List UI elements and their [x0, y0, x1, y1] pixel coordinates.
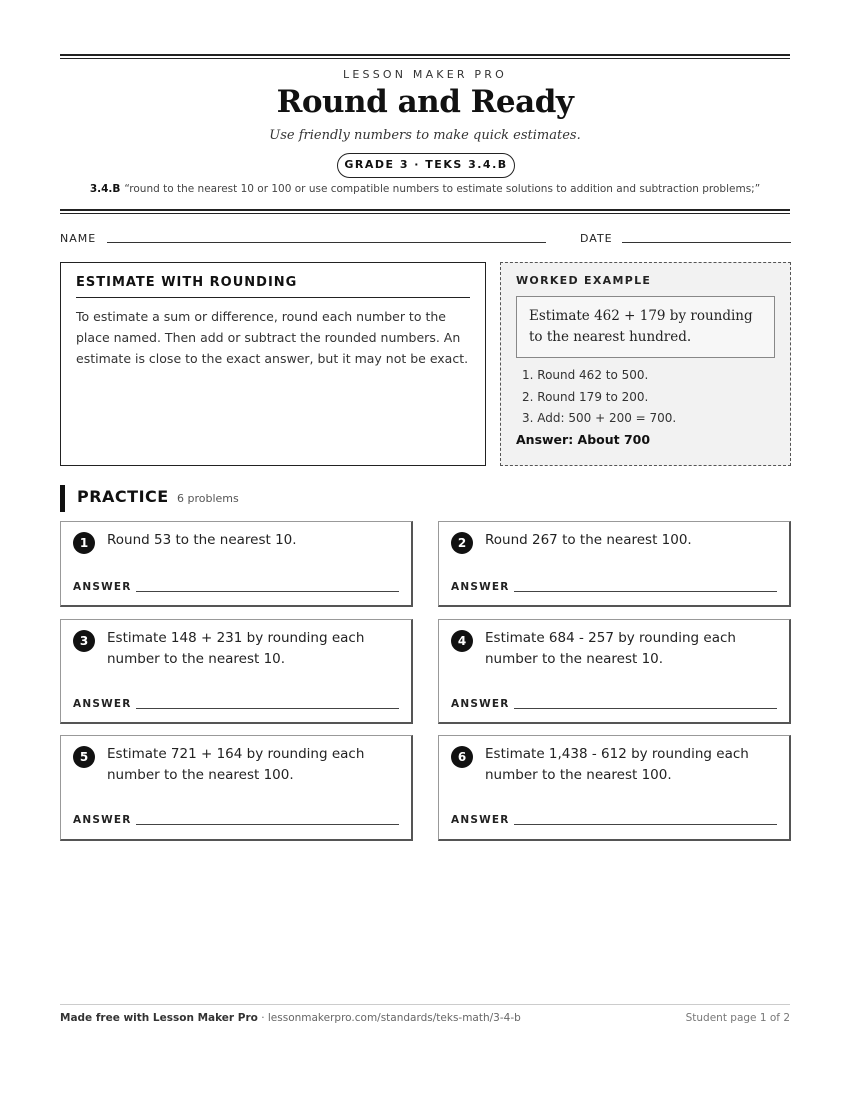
- problem-number: 6: [451, 746, 473, 768]
- concept-body: To estimate a sum or difference, round each number to the place named. Then add or subtract the rounded numbers. An estimate is close to the exact answer, but it may not be exact.: [76, 309, 469, 366]
- problem-card-4: [438, 619, 791, 724]
- worked-example-step: 2. Round 179 to 200.: [522, 389, 649, 404]
- answer-field-4[interactable]: [514, 695, 777, 709]
- concept-box: [60, 262, 486, 466]
- worked-example-prompt: Estimate 462 + 179 by rounding to the nearest hundred.: [516, 296, 775, 358]
- header-top-rule: [60, 54, 790, 59]
- worksheet-subtitle: Use friendly numbers to make quick estimates.: [269, 128, 581, 143]
- worksheet-title: Round and Ready: [276, 84, 574, 120]
- problem-number: 4: [451, 630, 473, 652]
- worked-example-step: 1. Round 462 to 500.: [522, 368, 649, 382]
- problem-card-6: [438, 735, 791, 841]
- problem-prompt: Estimate 148 + 231 by rounding each number to the nearest 10.: [107, 630, 365, 667]
- answer-label: ANSWER: [73, 814, 132, 826]
- header-bottom-rule: [60, 209, 790, 214]
- footer-url[interactable]: · lessonmakerpro.com/standards/teks-math/3-4-b: [257, 1012, 521, 1024]
- date-field[interactable]: [622, 230, 791, 243]
- answer-label: ANSWER: [73, 698, 132, 710]
- brand-name: LESSON MAKER PRO: [343, 68, 507, 81]
- grade-badge: GRADE 3 · TEKS 3.4.B: [337, 153, 515, 178]
- standard-statement: [0, 183, 850, 195]
- name-label: NAME: [60, 232, 97, 245]
- answer-field-2[interactable]: [514, 578, 777, 592]
- answer-label: ANSWER: [451, 581, 510, 593]
- problem-number: 5: [73, 746, 95, 768]
- footer-credit: [60, 1012, 521, 1024]
- problem-card-1: [60, 521, 413, 607]
- problem-number: 1: [73, 532, 95, 554]
- practice-count: 6 problems: [177, 492, 239, 505]
- practice-title: PRACTICE: [77, 487, 169, 506]
- worked-example-answer: Answer: About 700: [516, 431, 651, 447]
- problem-prompt: Round 267 to the nearest 100.: [485, 532, 692, 548]
- worked-example-title: WORKED EXAMPLE: [516, 274, 652, 287]
- problem-prompt: Estimate 721 + 164 by rounding each number to the nearest 100.: [107, 746, 365, 783]
- name-field[interactable]: [107, 230, 546, 243]
- standard-code: 3.4.B: [89, 183, 121, 195]
- problem-prompt: Round 53 to the nearest 10.: [107, 532, 297, 548]
- problem-number: 3: [73, 630, 95, 652]
- problem-card-5: [60, 735, 413, 841]
- answer-field-5[interactable]: [136, 811, 399, 825]
- worked-example-steps: [516, 365, 775, 430]
- problem-card-2: [438, 521, 791, 607]
- standard-text: “round to the nearest 10 or 100 or use compatible numbers to estimate solutions to addition and subtraction problems;”: [124, 183, 761, 195]
- answer-field-1[interactable]: [136, 578, 399, 592]
- footer-made-with: Made free with Lesson Maker Pro: [60, 1012, 258, 1024]
- worked-example-box: [500, 262, 791, 466]
- problem-prompt: Estimate 1,438 - 612 by rounding each number to the nearest 100.: [485, 746, 749, 783]
- answer-label: ANSWER: [73, 581, 132, 593]
- answer-field-3[interactable]: [136, 695, 399, 709]
- problem-card-3: [60, 619, 413, 724]
- answer-label: ANSWER: [451, 814, 510, 826]
- footer-page-number: Student page 1 of 2: [685, 1012, 790, 1024]
- date-label: DATE: [580, 232, 613, 245]
- concept-title: ESTIMATE WITH ROUNDING: [76, 275, 470, 298]
- answer-label: ANSWER: [451, 698, 510, 710]
- worked-example-step: 3. Add: 500 + 200 = 700.: [522, 411, 677, 425]
- problem-number: 2: [451, 532, 473, 554]
- answer-field-6[interactable]: [514, 811, 777, 825]
- practice-accent-bar: [60, 485, 65, 512]
- problem-prompt: Estimate 684 - 257 by rounding each number to the nearest 10.: [485, 630, 736, 667]
- footer-rule: [60, 1004, 790, 1005]
